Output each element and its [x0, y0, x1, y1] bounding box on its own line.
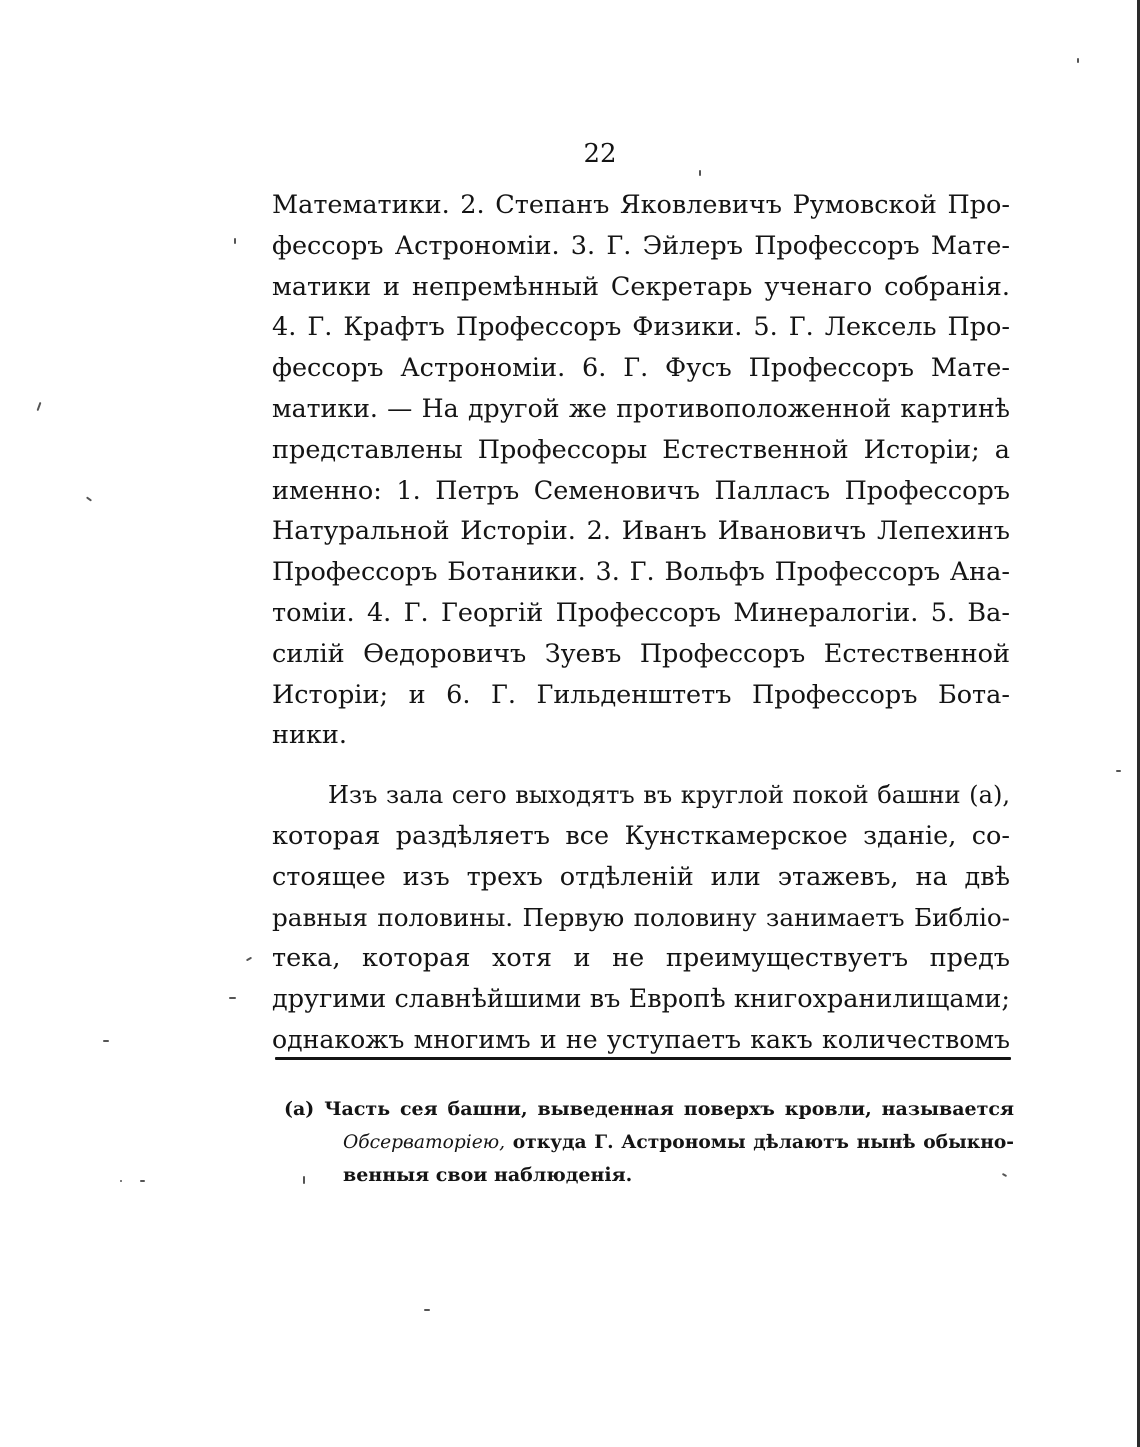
- body-line: 4. Г. Крафтъ Профессоръ Физики. 5. Г. Лексель Про-: [272, 312, 1010, 343]
- footnote-divider: [275, 1057, 1011, 1060]
- body-line: стоящее изъ трехъ отдѣленій или этажевъ, на двѣ: [272, 861, 1010, 892]
- body-text: [272, 185, 1010, 1061]
- scan-speck: [120, 1180, 122, 1182]
- body-line: Изъ зала сего выходятъ въ круглой покой башни (а),: [328, 781, 1010, 810]
- scan-speck: [1077, 58, 1079, 63]
- scan-speck: [140, 1180, 145, 1182]
- body-line: Профессоръ Ботаники. 3. Г. Вольфъ Профессоръ Ана-: [272, 557, 1010, 588]
- body-line: тека, которая хотя и не преимуществуетъ предъ: [272, 943, 1010, 974]
- body-line: другими славнѣйшими въ Европѣ книгохранилищами;: [272, 984, 1010, 1015]
- scan-speck: [86, 496, 92, 501]
- footnote-line: [284, 1093, 1014, 1126]
- footnote-marker: (а): [284, 1098, 315, 1120]
- footnote-text: Часть сея башни, выведенная поверхъ кровли, называется: [324, 1098, 1014, 1120]
- body-line: томіи. 4. Г. Георгій Профессоръ Минералогіи. 5. Ва-: [272, 597, 1010, 628]
- body-line: силій Ѳедоровичъ Зуевъ Профессоръ Естественной: [272, 638, 1010, 669]
- scan-speck: [229, 997, 236, 999]
- body-line: фессоръ Астрономіи. 3. Г. Эйлеръ Профессоръ Мате-: [272, 230, 1010, 261]
- scan-speck: [303, 1176, 305, 1184]
- body-line: представлены Профессоры Естественной Исторіи; а: [272, 434, 1010, 465]
- body-line: матики. — На другой же противоположенной картинѣ: [272, 393, 1010, 423]
- paragraph-gap: [272, 756, 1010, 775]
- footnote-italic-term: Обсерваторіею,: [343, 1132, 506, 1153]
- scan-speck: [1116, 770, 1121, 772]
- body-line: которая раздѣляетъ все Кунсткамерское зданіе, со-: [272, 820, 1010, 851]
- body-line: матики и непремѣнный Секретарь ученаго собранія.: [272, 271, 1010, 302]
- scan-speck: [103, 1040, 109, 1042]
- footnote-line: венныя свои наблюденія.: [343, 1164, 633, 1186]
- body-line: Исторіи; и 6. Г. Гильденштетъ Профессоръ Бота-: [272, 679, 1010, 710]
- page-number: 22: [583, 139, 617, 169]
- body-line: фессоръ Астрономіи. 6. Г. Фусъ Профессоръ Мате-: [272, 353, 1010, 384]
- footnote-text: откуда Г. Астрономы дѣлаютъ нынѣ обыкно-: [512, 1132, 1015, 1153]
- footnote-line: [284, 1126, 1014, 1159]
- scan-speck: [699, 170, 701, 176]
- body-line: ники.: [272, 720, 348, 751]
- body-line: Математики. 2. Степанъ Яковлевичъ Румовской Про-: [272, 190, 1010, 220]
- body-line: равныя половины. Первую половину занимаетъ Библіо-: [272, 902, 1010, 932]
- body-line: именно: 1. Петръ Семеновичъ Палласъ Профессоръ: [272, 475, 1010, 506]
- scan-speck: [424, 1309, 430, 1311]
- scan-speck: [234, 238, 236, 244]
- body-line: однакожъ многимъ и не уступаетъ какъ количествомъ: [272, 1024, 1010, 1054]
- body-line: Натуральной Исторіи. 2. Иванъ Ивановичъ Лепехинъ: [272, 516, 1010, 547]
- scan-speck: [37, 402, 42, 411]
- scan-speck: [246, 957, 252, 962]
- footnote: [284, 1093, 1014, 1192]
